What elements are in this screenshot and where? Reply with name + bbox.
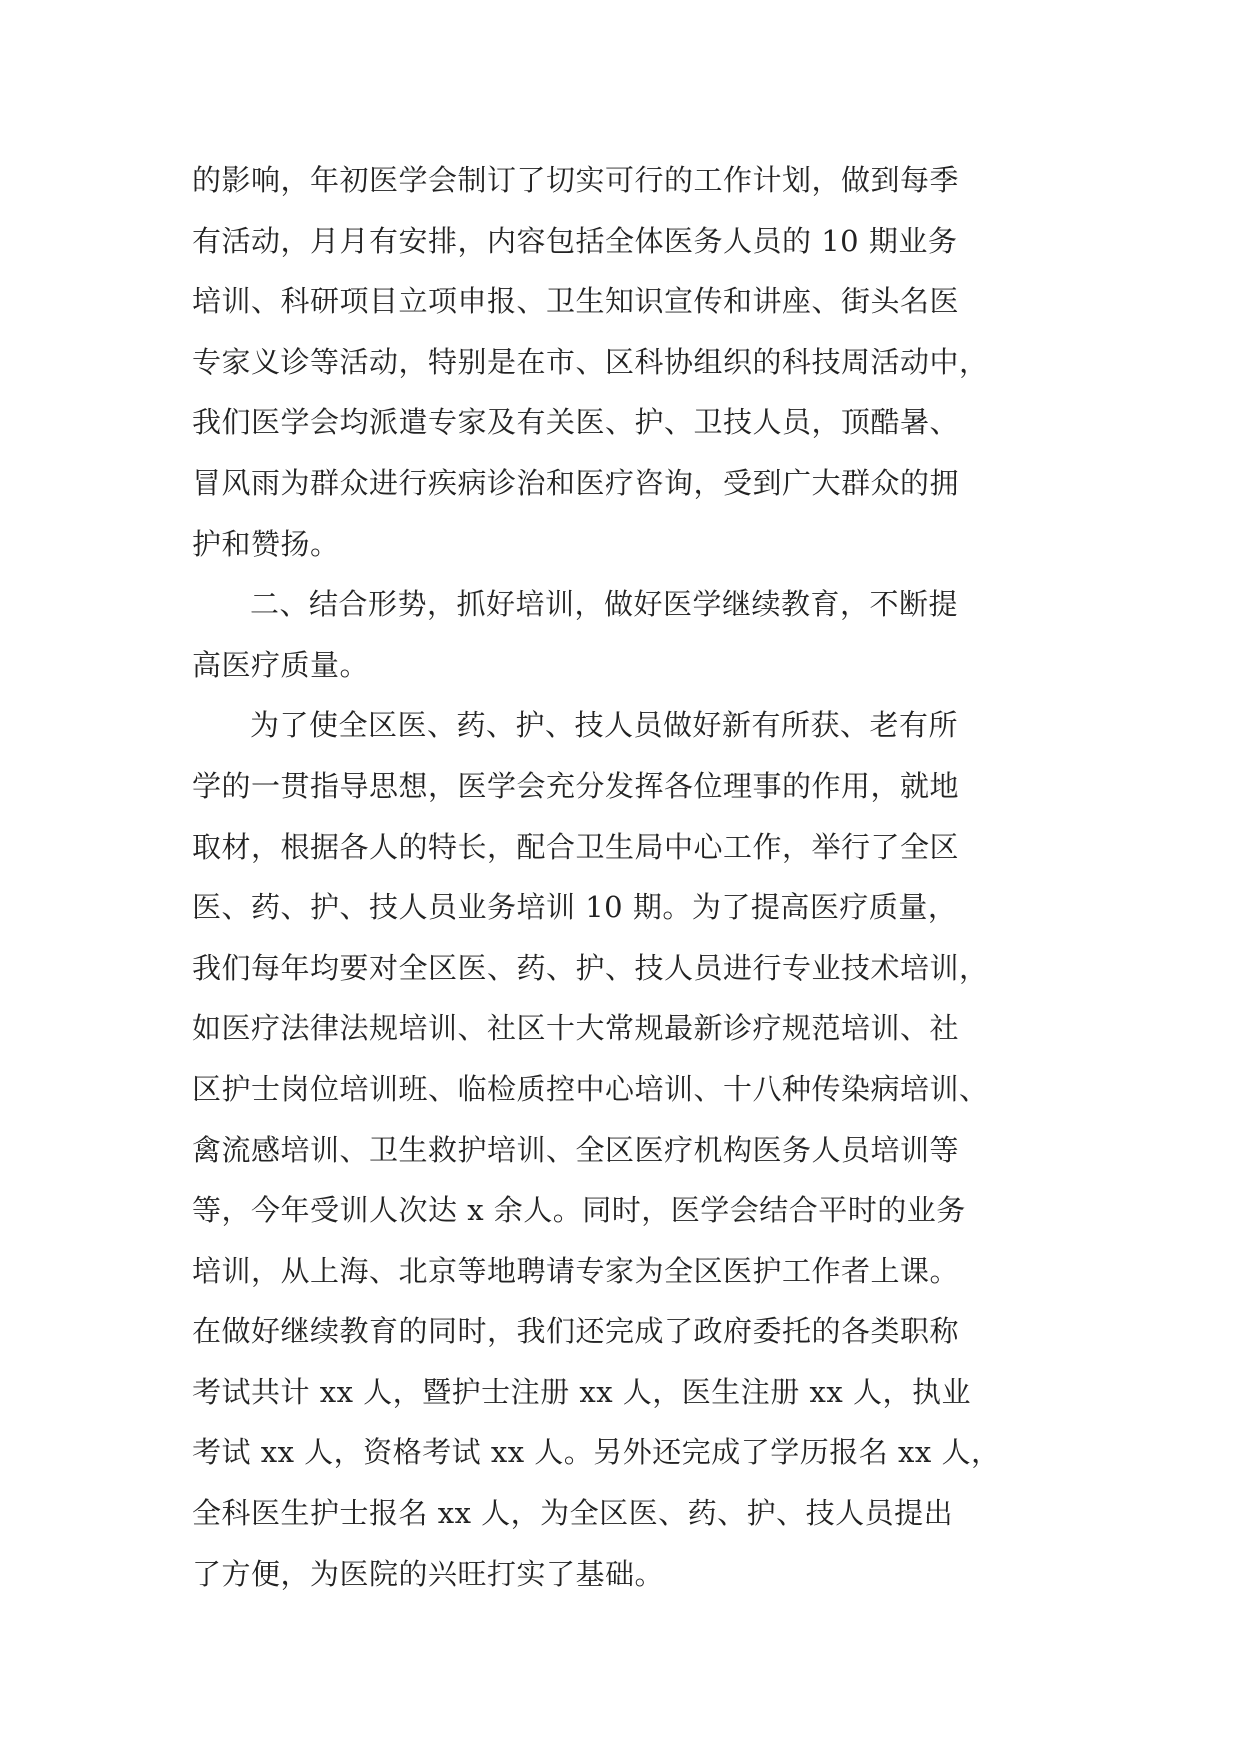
- text-line: 区护士岗位培训班、临检质控中心培训、十八种传染病培训、: [192, 1071, 989, 1106]
- text-line: 在做好继续教育的同时，我们还完成了政府委托的各类职称: [192, 1314, 960, 1349]
- text-line: 培训、科研项目立项申报、卫生知识宣传和讲座、街头名医: [192, 284, 960, 319]
- text-line: 我们医学会均派遣专家及有关医、护、卫技人员，顶酷暑、: [192, 405, 960, 440]
- text-line: 冒风雨为群众进行疾病诊治和医疗咨询，受到广大群众的拥: [192, 465, 960, 500]
- text-line: 我们每年均要对全区医、药、护、技人员进行专业技术培训，: [192, 950, 989, 985]
- text-line: 学的一贯指导思想，医学会充分发挥各位理事的作用，就地: [192, 768, 960, 803]
- text-line: 医、药、护、技人员业务培训 10 期。为了提高医疗质量，: [192, 890, 958, 925]
- text-line: 有活动，月月有安排，内容包括全体医务人员的 10 期业务: [192, 223, 958, 258]
- text-line: 考试 xx 人，资格考试 xx 人。另外还完成了学历报名 xx 人，: [192, 1435, 1001, 1470]
- text-line: 为了使全区医、药、护、技人员做好新有所获、老有所: [250, 708, 959, 743]
- document-body: [192, 150, 1052, 1604]
- text-line: 的影响，年初医学会制订了切实可行的工作计划，做到每季: [192, 163, 960, 197]
- text-line: 等，今年受训人次达 x 余人。同时，医学会结合平时的业务: [192, 1193, 966, 1228]
- text-line: 全科医生护士报名 xx 人，为全区医、药、护、技人员提出: [192, 1496, 954, 1531]
- text-line: 了方便，为医院的兴旺打实了基础。: [192, 1556, 665, 1591]
- text-line: 专家义诊等活动，特别是在市、区科协组织的科技周活动中，: [192, 344, 989, 379]
- section-heading-line: 高医疗质量。: [192, 647, 370, 682]
- section-heading-line: 二、结合形势，抓好培训，做好医学继续教育，不断提: [250, 587, 959, 622]
- text-line: 禽流感培训、卫生救护培训、全区医疗机构医务人员培训等: [192, 1132, 960, 1167]
- text-line: 培训，从上海、北京等地聘请专家为全区医护工作者上课。: [192, 1253, 960, 1288]
- text-line: 取材，根据各人的特长，配合卫生局中心工作，举行了全区: [192, 829, 960, 864]
- text-line: 考试共计 xx 人，暨护士注册 xx 人，医生注册 xx 人，执业: [192, 1374, 971, 1409]
- text-line: 如医疗法律法规培训、社区十大常规最新诊疗规范培训、社: [192, 1011, 960, 1046]
- text-line: 护和赞扬。: [192, 526, 340, 561]
